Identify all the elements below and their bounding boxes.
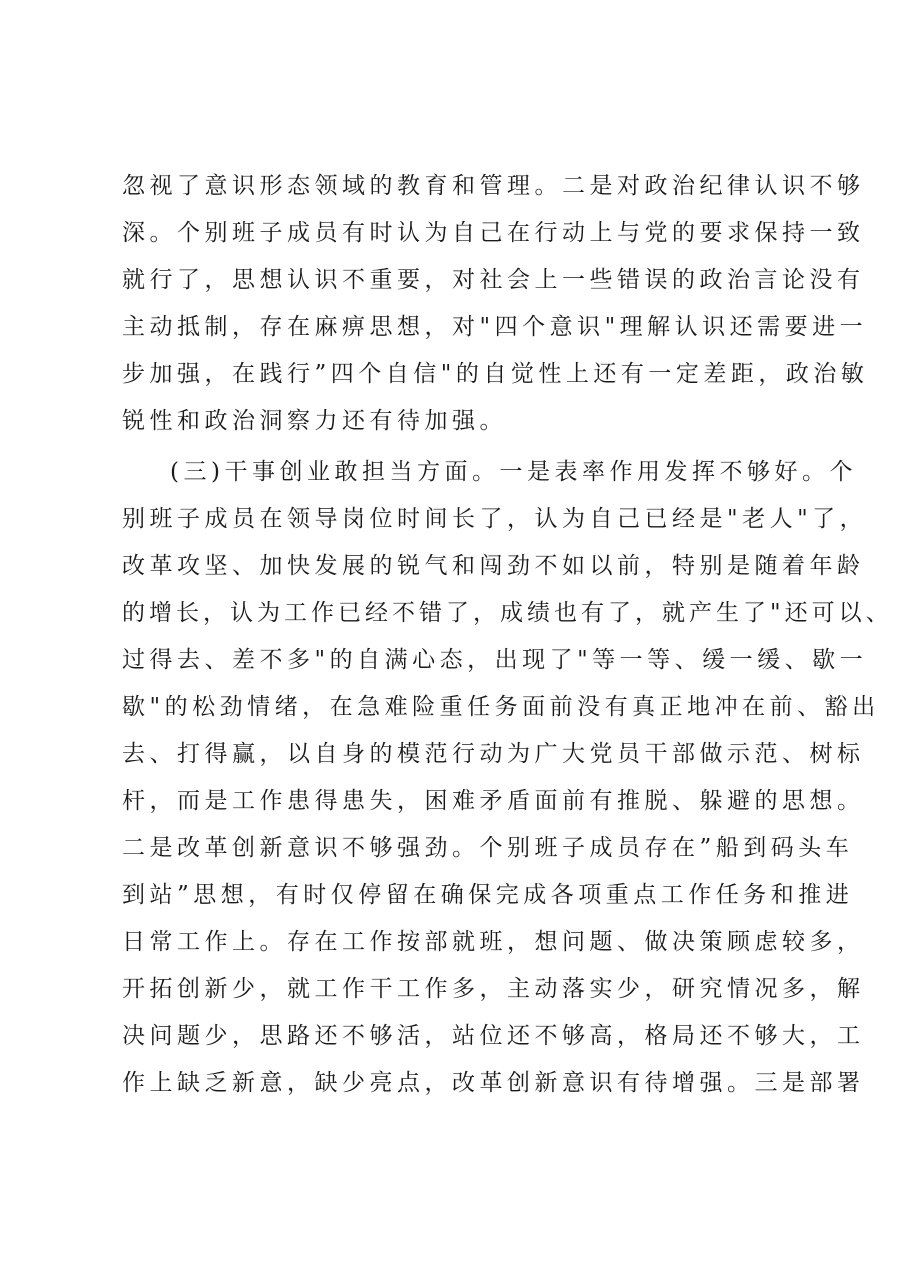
text-line: 去、打得赢，以自身的模范行动为广大党员干部做示范、树标 (122, 741, 865, 767)
text-line: 过得去、差不多"的自满心态，出现了"等一等、缓一缓、歇一 (122, 647, 868, 673)
text-line: 的增长，认为工作已经不错了，成绩也有了，就产生了"还可以、 (122, 600, 893, 626)
text-line: 开拓创新少，就工作干工作多，主动落实少，研究情况多，解 (122, 976, 865, 1002)
text-line: 到站”思想，有时仅停留在确保完成各项重点工作任务和推进 (122, 882, 854, 908)
text-line: 就行了，思想认识不重要，对社会上一些错误的政治言论没有 (122, 267, 865, 293)
text-line: 步加强，在践行”四个自信"的自觉性上还有一定差距，政治敏 (122, 361, 869, 387)
text-line: 杆，而是工作患得患失，困难矛盾面前有推脱、躲避的思想。 (122, 788, 865, 814)
section-heading-line: (三)干事创业敢担当方面。一是表率作用发挥不够好。个 (170, 459, 857, 485)
text-line: 改革攻坚、加快发展的锐气和闯劲不如以前，特别是随着年龄 (122, 553, 865, 579)
text-line: 歇"的松劲情绪，在急难险重任务面前没有真正地冲在前、豁出 (122, 694, 880, 720)
text-line: 作上缺乏新意，缺少亮点，改革创新意识有待增强。三是部署 (122, 1070, 865, 1096)
text-line: 锐性和政治洞察力还有待加强。 (122, 408, 507, 434)
text-line: 日常工作上。存在工作按部就班，想问题、做决策顾虑较多， (122, 929, 865, 955)
text-line: 决问题少，思路还不够活，站位还不够高，格局还不够大，工 (122, 1023, 865, 1049)
text-line: 主动抵制，存在麻痹思想，对"四个意识"理解认识还需要进一 (122, 314, 868, 340)
text-line: 二是改革创新意识不够强劲。个别班子成员存在”船到码头车 (122, 835, 854, 861)
text-line: 忽视了意识形态领域的教育和管理。二是对政治纪律认识不够 (122, 173, 865, 199)
text-line: 别班子成员在领导岗位时间长了，认为自己已经是"老人"了， (122, 506, 868, 532)
text-line: 深。个别班子成员有时认为自己在行动上与党的要求保持一致 (122, 220, 865, 246)
